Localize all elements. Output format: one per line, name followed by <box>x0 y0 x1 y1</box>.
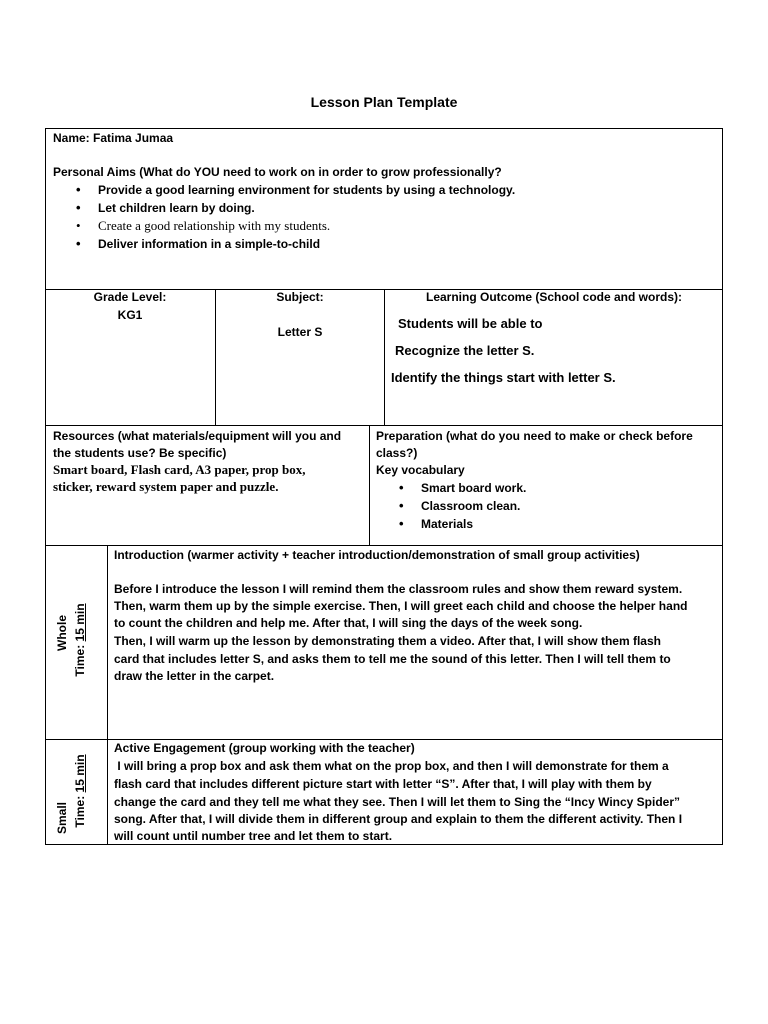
small-group-label <box>54 778 70 858</box>
preparation-item: • Smart board work. <box>421 479 526 497</box>
active-engagement-line: will count until number tree and let them to start. <box>114 829 393 843</box>
key-vocabulary-label: Key vocabulary <box>376 463 465 477</box>
personal-aims-list <box>98 181 515 253</box>
whole-time-label <box>72 590 88 690</box>
column-divider <box>369 425 370 546</box>
learning-outcome-item: Identify the things start with letter S. <box>391 370 616 385</box>
resources-label: Resources (what materials/equipment will you and <box>53 429 342 443</box>
introduction-heading: Introduction (warmer activity + teacher introduction/demonstration of small group activities) <box>114 548 640 562</box>
subject-label: Subject: <box>276 290 324 304</box>
time-label: Time: <box>73 795 87 828</box>
column-divider <box>107 739 108 845</box>
preparation-list <box>421 479 526 533</box>
column-divider <box>384 289 385 426</box>
small-time-label <box>72 741 88 841</box>
resources-label: the students use? Be specific) <box>53 446 227 460</box>
teacher-name: Name: Fatima Jumaa <box>53 131 174 145</box>
whole-group-name: Whole <box>55 615 69 651</box>
aim-item: • Let children learn by doing. <box>98 199 515 217</box>
preparation-label: class?) <box>376 446 418 460</box>
introduction-line: Then, warm them up by the simple exercise. Then, I will greet each child and choose the helper hand <box>114 599 688 613</box>
introduction-line: to count the children and help me. After that, I will sing the days of the week song. <box>114 616 583 630</box>
time-label: Time: <box>73 644 87 677</box>
active-engagement-line: change the card and they tell me what they see. Then I will let them to Sing the “Incy Wincy Spider” <box>114 795 681 809</box>
column-divider <box>107 545 108 740</box>
introduction-line: Then, I will warm up the lesson by demonstrating them a video. After that, I will show them flash <box>114 634 661 648</box>
personal-aims-label: Personal Aims (What do YOU need to work on in order to grow professionally? <box>53 165 502 179</box>
resources-value: sticker, reward system paper and puzzle. <box>53 479 279 494</box>
time-value: 15 min <box>73 754 87 793</box>
page-title: Lesson Plan Template <box>310 94 458 110</box>
aim-item: • Create a good relationship with my students. <box>98 217 515 235</box>
aim-item: • Provide a good learning environment for students by using a technology. <box>98 181 515 199</box>
resources-value: Smart board, Flash card, A3 paper, prop box, <box>53 462 306 477</box>
small-group-name: Small <box>55 802 69 835</box>
active-engagement-line: I will bring a prop box and ask them what on the prop box, and then I will demonstrate for them a <box>114 759 669 773</box>
introduction-line: card that includes letter S, and asks them to tell me the sound of this letter. Then I will tell them to <box>114 652 671 666</box>
learning-outcome-item: Recognize the letter S. <box>395 343 535 358</box>
active-engagement-line: song. After that, I will divide them in different group and explain to them the different activity. Then I <box>114 812 683 826</box>
learning-outcome-item: Students will be able to <box>398 316 543 331</box>
whole-group-label <box>54 593 70 673</box>
grade-level-label: Grade Level: <box>93 290 167 304</box>
preparation-label: Preparation (what do you need to make or check before <box>376 429 693 443</box>
aim-item: • Deliver information in a simple-to-child <box>98 235 515 253</box>
subject-value: Letter S <box>277 325 323 339</box>
introduction-line: draw the letter in the carpet. <box>114 669 275 683</box>
learning-outcome-label: Learning Outcome (School code and words): <box>425 290 683 304</box>
introduction-line: Before I introduce the lesson I will remind them the classroom rules and show them reward system. <box>114 582 683 596</box>
active-engagement-heading: Active Engagement (group working with the teacher) <box>114 741 415 755</box>
active-engagement-line: flash card that includes different picture start with letter “S”. After that, I will play with them by <box>114 777 652 791</box>
column-divider <box>215 289 216 426</box>
time-value: 15 min <box>73 603 87 642</box>
grade-level-value: KG1 <box>117 308 143 322</box>
preparation-item: • Classroom clean. <box>421 497 526 515</box>
preparation-item: • Materials <box>421 515 526 533</box>
